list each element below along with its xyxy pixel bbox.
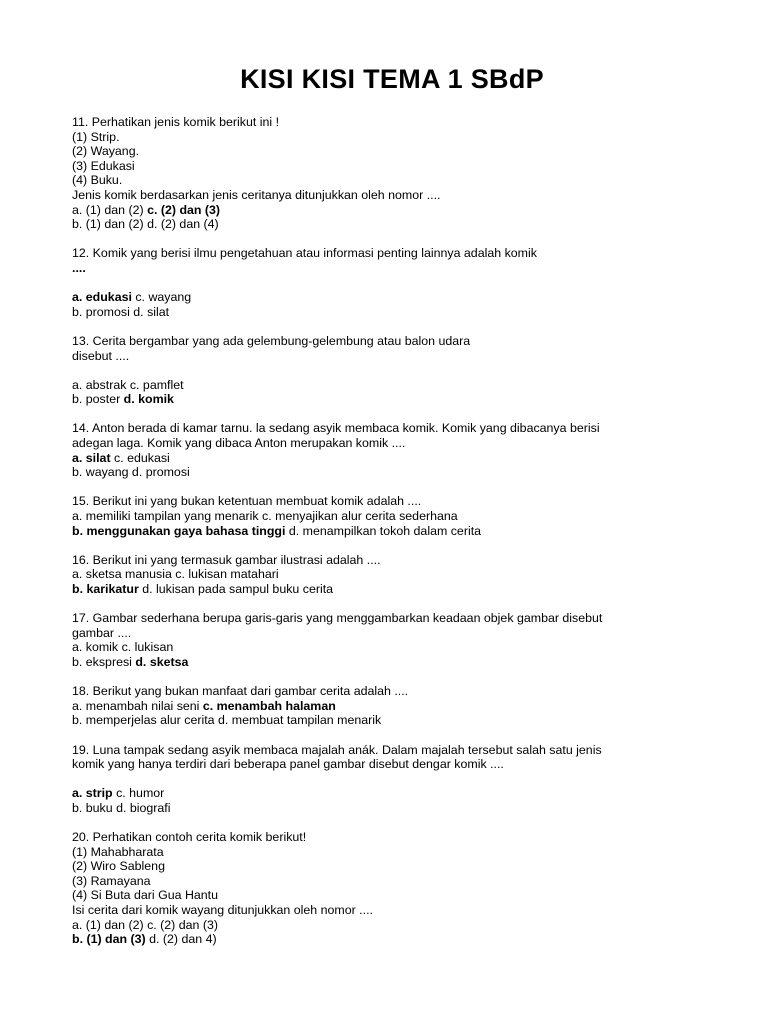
question-text: 14. Anton berada di kamar tarnu. la sedang asyik membaca komik. Komik yang dibacanya berisi [72, 421, 600, 436]
question-line [72, 932, 712, 947]
question-line [72, 115, 712, 130]
answer-key-text: c. (2) dan (3) [147, 202, 221, 217]
question-line [72, 334, 712, 349]
question-text: c. edukasi [110, 450, 170, 465]
question-text: a. sketsa manusia c. lukisan matahari [72, 567, 279, 582]
question-text: a. memiliki tampilan yang menarik c. menyajikan alur cerita sederhana [72, 509, 458, 524]
question-18 [72, 684, 712, 728]
question-line [72, 217, 712, 232]
question-text: komik yang hanya terdiri dari beberapa panel gambar disebut dengar komik .... [72, 757, 504, 772]
question-17 [72, 611, 712, 669]
question-list [72, 115, 712, 961]
question-19 [72, 743, 712, 816]
question-text: Jenis komik berdasarkan jenis ceritanya ditunjukkan oleh nomor .... [72, 187, 441, 202]
question-line [72, 494, 712, 509]
question-text: b. (1) dan (2) d. (2) dan (4) [72, 217, 219, 232]
question-line [72, 786, 712, 801]
question-line [72, 757, 712, 772]
question-13 [72, 334, 712, 407]
page-title: KISI KISI TEMA 1 SBdP [240, 64, 544, 94]
question-line [72, 159, 712, 174]
answer-key-text: b. menggunakan gaya bahasa tinggi [72, 523, 286, 538]
question-text: (3) Ramayana [72, 873, 151, 888]
question-line [72, 509, 712, 524]
answer-key-text: a. edukasi [72, 290, 132, 305]
question-line [72, 261, 712, 276]
question-line [72, 173, 712, 188]
question-line [72, 188, 712, 203]
question-line [72, 874, 712, 889]
question-line [72, 203, 712, 218]
answer-key-text: a. strip [72, 786, 113, 801]
question-line [72, 655, 712, 670]
question-text: 20. Perhatikan contoh cerita komik berikut! [72, 830, 307, 845]
question-line [72, 451, 712, 466]
answer-key-text: d. sketsa [135, 654, 189, 669]
question-line [72, 582, 712, 597]
question-line [72, 859, 712, 874]
question-line [72, 888, 712, 903]
question-text: a. (1) dan (2) c. (2) dan (3) [72, 917, 218, 932]
question-line [72, 130, 712, 145]
question-line [72, 378, 712, 393]
question-text: 15. Berikut ini yang bukan ketentuan membuat komik adalah .... [72, 494, 422, 509]
question-line [72, 845, 712, 860]
question-text: d. lukisan pada sampul buku cerita [138, 582, 334, 596]
question-text: (4) Buku. [72, 173, 123, 188]
question-text: gambar .... [72, 625, 132, 640]
question-text: b. promosi d. silat [72, 304, 170, 319]
question-line [72, 801, 712, 816]
question-text: (2) Wiro Sableng [72, 859, 165, 874]
question-line [72, 567, 712, 582]
answer-key-text: c. menambah halaman [202, 698, 336, 713]
question-12 [72, 246, 712, 319]
answer-key-text: .... [72, 260, 86, 275]
question-text: b. ekspresi [72, 654, 136, 669]
question-text: (2) Wayang. [72, 144, 140, 159]
question-text: 16. Berikut ini yang termasuk gambar ilustrasi adalah .... [72, 552, 381, 567]
question-text: 17. Gambar sederhana berupa garis-garis yang menggambarkan keadaan objek gambar disebut [72, 611, 603, 626]
question-text: a. (1) dan (2) [72, 202, 148, 217]
question-line [72, 918, 712, 933]
question-text: a. abstrak c. pamflet [72, 377, 184, 392]
question-11 [72, 115, 712, 232]
question-text: c. humor [112, 786, 165, 801]
question-text: (4) Si Buta dari Gua Hantu [72, 888, 219, 903]
question-line [72, 699, 712, 714]
question-text: 18. Berikut yang bukan manfaat dari gambar cerita adalah .... [72, 684, 409, 699]
question-text: Isi cerita dari komik wayang ditunjukkan oleh nomor .... [72, 903, 373, 918]
question-text: (1) Mahabharata [72, 844, 164, 859]
question-line [72, 421, 712, 436]
question-line [72, 246, 712, 261]
question-text: c. wayang [131, 290, 192, 305]
question-text: (3) Edukasi [72, 158, 135, 173]
question-line [72, 684, 712, 699]
question-text: d. menampilkan tokoh dalam cerita [285, 523, 482, 538]
question-16 [72, 553, 712, 597]
question-text: 13. Cerita bergambar yang ada gelembung-gelembung atau balon udara [72, 333, 471, 348]
question-line [72, 276, 712, 291]
question-line [72, 392, 712, 407]
question-text: adegan laga. Komik yang dibaca Anton merupakan komik .... [72, 436, 406, 451]
question-line [72, 305, 712, 320]
question-line [72, 436, 712, 451]
question-line [72, 465, 712, 480]
question-14 [72, 421, 712, 479]
question-line [72, 363, 712, 378]
question-line [72, 290, 712, 305]
question-text: b. poster [72, 392, 124, 407]
question-line [72, 772, 712, 787]
answer-key-text: a. silat [72, 450, 111, 465]
question-20 [72, 830, 712, 947]
question-line [72, 713, 712, 728]
question-line [72, 830, 712, 845]
question-text: a. komik c. lukisan [72, 640, 174, 655]
question-text: 11. Perhatikan jenis komik berikut ini ! [72, 115, 280, 129]
question-text: b. wayang d. promosi [72, 465, 190, 480]
answer-key-text: d. komik [123, 392, 174, 407]
question-line [72, 524, 712, 539]
question-text: (1) Strip. [72, 129, 120, 144]
question-text: a. menambah nilai seni [72, 698, 203, 713]
question-text: 12. Komik yang berisi ilmu pengetahuan atau informasi penting lainnya adalah komik [72, 246, 537, 261]
question-text: b. memperjelas alur cerita d. membuat tampilan menarik [72, 713, 382, 728]
question-15 [72, 494, 712, 538]
answer-key-text: b. (1) dan (3) [72, 932, 146, 947]
question-line [72, 743, 712, 758]
question-text: d. (2) dan 4) [145, 932, 217, 947]
question-line [72, 611, 712, 626]
question-text: 19. Luna tampak sedang asyik membaca majalah anák. Dalam majalah tersebut salah satu jenis [72, 742, 602, 757]
question-text: disebut .... [72, 348, 130, 363]
question-line [72, 553, 712, 568]
question-line [72, 626, 712, 641]
answer-key-text: b. karikatur [72, 582, 139, 596]
question-line [72, 349, 712, 364]
question-line [72, 144, 712, 159]
question-text: b. buku d. biografi [72, 800, 171, 815]
question-line [72, 903, 712, 918]
question-line [72, 640, 712, 655]
